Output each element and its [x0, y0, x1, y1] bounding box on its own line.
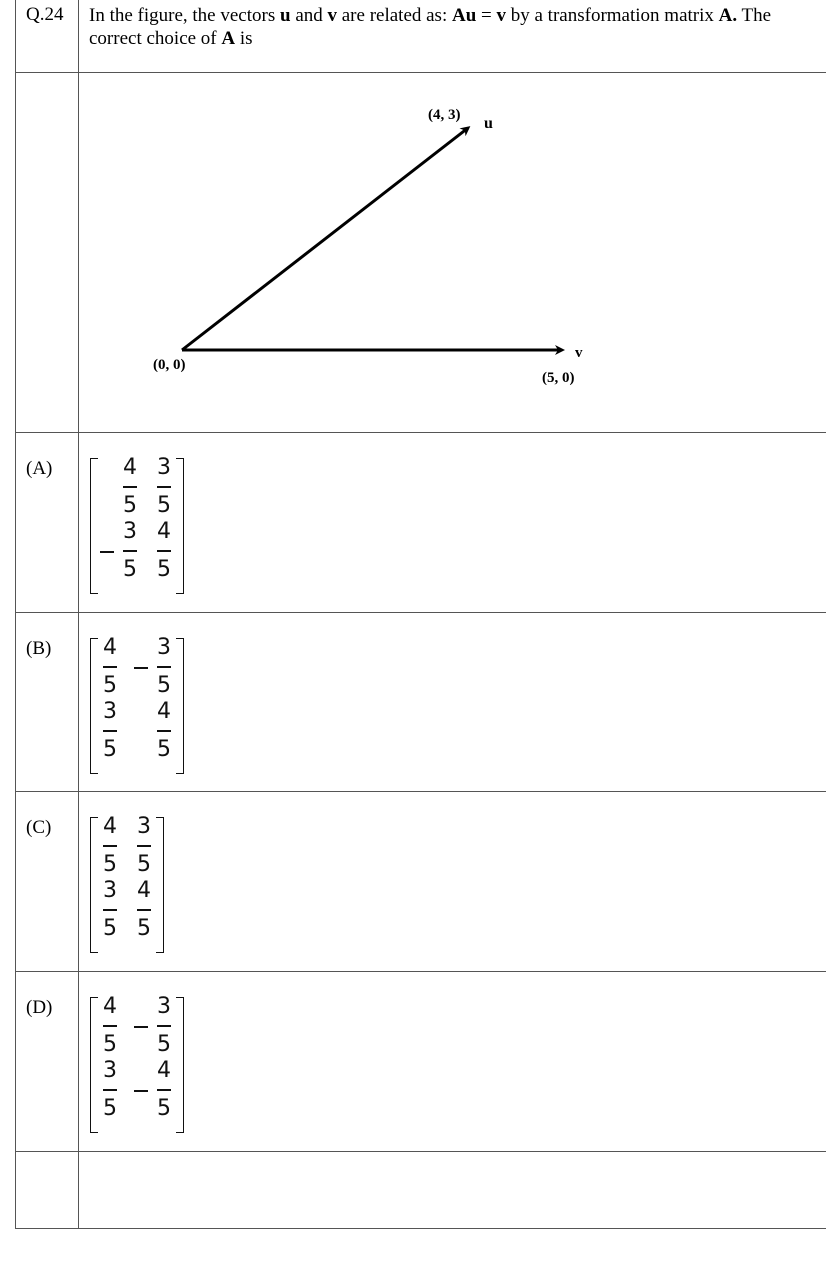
vector-u-arrow [182, 128, 468, 350]
numerator: 3 [123, 519, 137, 544]
matrix-entry [152, 518, 176, 584]
matrix-left-bracket [90, 458, 98, 594]
numerator: 4 [123, 455, 137, 480]
fraction-bar [157, 730, 171, 732]
matrix-entry [152, 454, 176, 520]
minus-sign [100, 551, 114, 553]
numerator: 3 [137, 814, 151, 839]
question-number: Q.24 [26, 4, 64, 25]
matrix-entry [98, 813, 122, 879]
matrix-entry [98, 993, 122, 1059]
denominator: 5 [157, 492, 171, 518]
question-text: In the figure, the vectors u and v are related as: Au = v by a transformation matrix A. The correct choice of A is [89, 5, 772, 49]
numerator: 3 [157, 635, 171, 660]
fraction-bar [137, 909, 151, 911]
matrix-right-bracket [176, 997, 184, 1133]
matrix-right-bracket [176, 638, 184, 774]
matrix-entry [118, 518, 142, 584]
matrix-entry [132, 877, 156, 943]
fraction-bar [157, 1025, 171, 1027]
v-label: v [575, 345, 583, 361]
row-divider [15, 1151, 826, 1152]
fraction-bar [157, 550, 171, 552]
fraction-bar [103, 845, 117, 847]
denominator: 5 [157, 1095, 171, 1121]
row-divider [15, 432, 826, 433]
numerator: 3 [157, 455, 171, 480]
minus-sign [134, 667, 148, 669]
matrix-entry [98, 634, 122, 700]
numerator: 4 [157, 1058, 171, 1083]
denominator: 5 [103, 851, 117, 877]
origin-label: (0, 0) [153, 357, 186, 373]
denominator: 5 [123, 556, 137, 582]
v-point-label: (5, 0) [542, 370, 575, 386]
fraction-bar [137, 845, 151, 847]
numerator: 4 [103, 635, 117, 660]
denominator: 5 [157, 672, 171, 698]
denominator: 5 [137, 851, 151, 877]
matrix-entry [132, 813, 156, 879]
option-label-b: (B) [26, 638, 52, 659]
numerator: 4 [137, 878, 151, 903]
table-bottom-border [15, 1228, 826, 1229]
denominator: 5 [123, 492, 137, 518]
row-divider [15, 791, 826, 792]
matrix-left-bracket [90, 638, 98, 774]
fraction-bar [103, 730, 117, 732]
u-label: u [484, 115, 493, 132]
option-matrix-a [90, 455, 184, 592]
option-matrix-d [90, 994, 184, 1131]
denominator: 5 [137, 915, 151, 941]
matrix-entry [98, 698, 122, 764]
row-divider [15, 971, 826, 972]
matrix-entry [98, 1057, 122, 1123]
minus-sign [134, 1090, 148, 1092]
matrix-entry [152, 1057, 176, 1123]
numerator: 3 [103, 1058, 117, 1083]
denominator: 5 [103, 736, 117, 762]
option-label-a: (A) [26, 458, 53, 479]
row-divider [15, 612, 826, 613]
numerator: 4 [103, 994, 117, 1019]
numerator: 4 [103, 814, 117, 839]
denominator: 5 [103, 1031, 117, 1057]
numerator: 3 [157, 994, 171, 1019]
option-matrix-c [90, 814, 164, 951]
matrix-entry [98, 877, 122, 943]
fraction-bar [103, 909, 117, 911]
fraction-bar [157, 486, 171, 488]
matrix-entry [118, 454, 142, 520]
vector-figure [0, 0, 826, 432]
fraction-bar [103, 1089, 117, 1091]
fraction-bar [123, 486, 137, 488]
option-label-c: (C) [26, 817, 52, 838]
denominator: 5 [103, 672, 117, 698]
minus-sign [134, 1026, 148, 1028]
matrix-right-bracket [156, 817, 164, 953]
numerator: 3 [103, 699, 117, 724]
denominator: 5 [103, 915, 117, 941]
option-label-d: (D) [26, 997, 53, 1018]
numerator: 4 [157, 699, 171, 724]
fraction-bar [103, 666, 117, 668]
fraction-bar [123, 550, 137, 552]
denominator: 5 [103, 1095, 117, 1121]
denominator: 5 [157, 556, 171, 582]
numerator: 4 [157, 519, 171, 544]
fraction-bar [157, 666, 171, 668]
denominator: 5 [157, 736, 171, 762]
matrix-entry [152, 634, 176, 700]
denominator: 5 [157, 1031, 171, 1057]
matrix-entry [152, 698, 176, 764]
matrix-entry [152, 993, 176, 1059]
numerator: 3 [103, 878, 117, 903]
fraction-bar [103, 1025, 117, 1027]
matrix-left-bracket [90, 997, 98, 1133]
option-matrix-b [90, 635, 184, 772]
u-point-label: (4, 3) [428, 107, 461, 123]
matrix-right-bracket [176, 458, 184, 594]
fraction-bar [157, 1089, 171, 1091]
matrix-left-bracket [90, 817, 98, 953]
